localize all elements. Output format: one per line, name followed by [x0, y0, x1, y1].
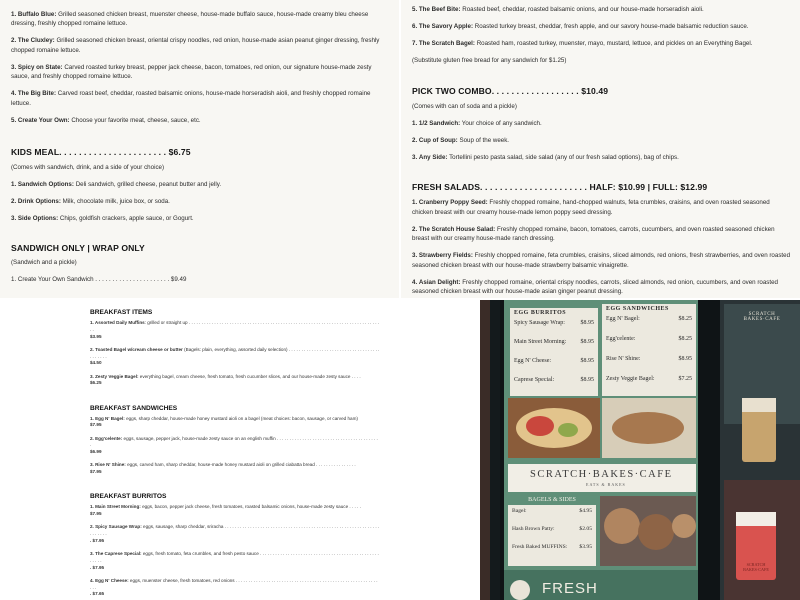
sandwich-only-note: (Sandwich and a pickle): [11, 258, 77, 266]
sandwich-item-name: The Cluxley:: [17, 37, 55, 45]
sandwich-item-description: Carved roast beef, cheddar, roasted balsamic onions, house-made horseradish aioli, and freshly chopped romaine lettuce.: [11, 90, 371, 107]
sandwich-item: [412, 5, 792, 14]
create-your-own-line: 1. Create Your Own Sandwich . . . . . . . . . . . . . . . . . . . . . . $9.49: [11, 275, 187, 283]
egg-sandwich-item-name: Rise N' Shine:: [606, 356, 641, 362]
breakfast-item-name: 1. Egg N' Bagel:: [90, 415, 125, 421]
breakfast-section-heading: BREAKFAST SANDWICHES: [90, 404, 178, 412]
breakfast-item-description: eggs, carved ham, sharp cheddar, house-made honey mustard aioli on grilled ciabatta bread . . . . . . . . . . . . . . . .: [125, 462, 356, 468]
salad-item-description: Freshly chopped romaine, bacon, tomatoes, carrots, cucumbers, and oven roasted seasoned chicken breast with our creamy house-made ranch dressing.: [412, 225, 775, 243]
breakfast-item-name: 4. Egg N' Cheese:: [90, 577, 129, 583]
breakfast-sections: [90, 308, 480, 600]
egg-burritos-card: [510, 308, 598, 396]
bagel-side-item: [512, 526, 592, 543]
egg-sandwich-item-price: $7.25: [678, 376, 692, 382]
cafe-logo-banner: [508, 464, 696, 492]
breakfast-item-price: $4.50: [90, 360, 102, 366]
sandwich-item-name: The Big Bite:: [17, 90, 57, 98]
sandwich-item-description: Roasted turkey breast, cheddar, fresh apple, and our savory house-made balsamic reduction sauce.: [474, 23, 749, 30]
salad-item: [412, 198, 792, 217]
pick-two-option-name: Cup of Soup:: [418, 137, 458, 145]
egg-sandwiches-card: [602, 304, 696, 396]
egg-sandwich-item-name: Egg N' Bagel:: [606, 316, 640, 322]
pick-two-note: (Comes with can of soda and a pickle): [412, 103, 517, 111]
breakfast-item-description: eggs, bacon, pepper jack cheese, fresh tomatoes, roasted balsamic onions, house-made zesty sauce . . . . .: [140, 504, 361, 510]
bagel-side-item-name: Hash Brown Patty:: [512, 526, 555, 532]
breakfast-item-price: $3.95: [90, 333, 102, 339]
salad-item-name: Strawberry Fields:: [418, 252, 473, 260]
sandwich-item: [11, 36, 389, 55]
bagel-side-item-name: Fresh Baked MUFFINS:: [512, 544, 568, 550]
bagel-side-item-price: $2.05: [579, 526, 592, 532]
breakfast-section-heading: BREAKFAST ITEMS: [90, 309, 153, 316]
bagels-sides-header: BAGELS & SIDES: [508, 496, 596, 505]
breakfast-item-description: eggs, fresh tomato, feta crumbles, and fresh pesto sauce . . . . . . . . . . . . . . . . . . . . . . . . . . . . . . . . . . . . . . . . . . . . . . . . . . . .: [90, 551, 379, 563]
breakfast-item-name: 2. Toasted Bagel w/cream cheese or butter: [90, 346, 183, 352]
breakfast-item-description: eggs, muenster cheese, fresh tomatoes, red onions . . . . . . . . . . . . . . . . . . . . . . . . . . . . . . . . . . . . . . . . . . . . . . . . . . . . . . . . . . .: [90, 577, 378, 590]
menu-page-left: [0, 0, 399, 298]
sandwich-item: [412, 39, 792, 48]
sandwich-item-description: Roasted ham, roasted turkey, muenster, mayo, mustard, lettuce, and pickles on an Everything Bagel.: [476, 40, 753, 47]
breakfast-menu-page: [0, 300, 480, 600]
kids-option-name: Drink Options:: [17, 197, 61, 205]
sandwich-item-description: Grilled seasoned chicken breast, muenster cheese, house-made buffalo sauce, house-made creamy bleu cheese dressing, freshly chopped romaine lettuce.: [11, 11, 369, 28]
breakfast-item: [90, 436, 380, 456]
egg-sandwich-item: [606, 376, 692, 395]
kids-option-number: 2.: [11, 197, 17, 205]
sandwich-item-number: 3.: [11, 63, 17, 71]
breakfast-item-price: . $7.65: [90, 591, 105, 597]
sandwich-item: [412, 22, 792, 31]
breakfast-item: [90, 551, 380, 571]
breakfast-item-name: 2. Egg'celente:: [90, 435, 123, 441]
sandwich-item-description: Carved roasted turkey breast, pepper jack cheese, bacon, tomatoes, red onion, our signature house-made zesty sauce, and freshly chopped romaine lettuce.: [11, 63, 372, 81]
breakfast-item-name: 3. The Caprese Special:: [90, 551, 142, 557]
breakfast-item-description: everything bagel, cream cheese, fresh tomato, fresh cucumber slices, and our house-made zesty sauce . . . .: [138, 373, 361, 379]
kids-meal-heading: KIDS MEAL. . . . . . . . . . . . . . . . . . . . . . $6.75: [11, 146, 191, 157]
salad-item-description: Freshly chopped romaine, feta crumbles, craisins, sliced almonds, red onions, fresh strawberries, and oven roasted seasoned chicken breast with our house-made strawberry balsamic vinaigrette.: [412, 252, 791, 269]
pick-two-heading: PICK TWO COMBO. . . . . . . . . . . . . . . . . . $10.49: [412, 86, 609, 97]
egg-burrito-item-name: Main Street Morning:: [514, 339, 567, 345]
pick-two-option-description: Soup of the week.: [459, 137, 510, 145]
salad-item-name: Cranberry Poppy Seed:: [418, 199, 488, 207]
salad-item-number: 2.: [412, 225, 418, 233]
egg-burrito-item-name: Caprese Special:: [514, 377, 555, 383]
breakfast-item: [90, 504, 380, 518]
kids-option: [11, 197, 389, 206]
pick-two-option-number: 2.: [412, 137, 418, 145]
kids-meal-note: (Comes with sandwich, drink, and a side of your choice): [11, 163, 165, 171]
egg-burrito-item-price: $8.95: [580, 377, 594, 383]
cafe-logo-text: SCRATCH·BAKES·CAFE: [530, 469, 673, 480]
sandwich-item-name: The Scratch Bagel:: [418, 40, 475, 47]
cup-logo-text: SCRATCH BAKES·CAFE: [743, 562, 769, 572]
sandwich-item-number: 5.: [412, 6, 418, 13]
salad-item-description: Freshly chopped romaine, hand-chopped walnuts, feta crumbles, craisins, and oven roasted seasoned chicken breast with our creamy house-made lemon poppy seed dressing.: [412, 199, 770, 216]
breakfast-item-name: 3. Zesty Veggie Bagel:: [90, 373, 139, 379]
egg-sandwich-item-price: $8.25: [678, 316, 692, 322]
pick-two-option-description: Tortellini pesto pasta salad, side salad (any of our fresh salad options), bag of chips.: [449, 154, 679, 162]
bagel-side-item: [512, 544, 592, 561]
kids-option-description: Milk, chocolate milk, juice box, or soda.: [62, 197, 170, 205]
sandwich-list-continued: [412, 5, 792, 56]
egg-burrito-item-price: $8.95: [580, 320, 594, 326]
pick-two-option-description: Your choice of any sandwich.: [461, 120, 542, 128]
breakfast-item-name: 1. Main Street Morning:: [90, 504, 141, 510]
sandwich-item-description: Roasted beef, cheddar, roasted balsamic onions, and our house-made horseradish aioli.: [462, 6, 704, 13]
egg-burrito-item: [514, 358, 594, 376]
bagel-side-item-name: Bagel:: [512, 508, 527, 514]
bagel-side-item-price: $4.95: [579, 508, 592, 514]
sandwich-only-heading: SANDWICH ONLY | WRAP ONLY: [11, 242, 145, 253]
salad-item-number: 3.: [412, 252, 418, 260]
sandwich-list: [11, 10, 389, 133]
breakfast-item: [90, 578, 380, 598]
sandwich-item-name: The Savory Apple:: [418, 23, 474, 30]
breakfast-item: [90, 347, 380, 367]
bagels-sides-card: [508, 496, 596, 566]
sandwich-item-name: Buffalo Blue:: [17, 11, 57, 18]
egg-sandwich-item: [606, 316, 692, 335]
pick-two-option-number: 1.: [412, 120, 418, 128]
fresh-salads-heading: FRESH SALADS. . . . . . . . . . . . . . . . . . . . . . HALF: $10.99 | FULL: $12.99: [412, 182, 708, 193]
salad-item: [412, 278, 792, 297]
breakfast-item-price: $7.95: [90, 511, 102, 517]
pick-two-option-number: 3.: [412, 154, 418, 162]
breakfast-item-description: eggs, sausage, sharp cheddar, sriracha . . . . . . . . . . . . . . . . . . . . . . . . . . . . . . . . . . . . . . . . . . . . . . . . . . . . . . . . . . . . . . . . . . . .: [90, 524, 380, 537]
sandwich-item-number: 5.: [11, 116, 17, 124]
salad-item: [412, 225, 792, 244]
pick-two-option-name: Any Side:: [418, 154, 448, 162]
salad-item-name: The Scratch House Salad:: [418, 225, 496, 233]
breakfast-item: [90, 320, 380, 340]
breakfast-item-price: . $7.95: [90, 564, 105, 570]
kids-option-number: 1.: [11, 180, 17, 188]
salad-item-number: 4.: [412, 278, 418, 286]
breakfast-item: [90, 524, 380, 544]
breakfast-item-description: : grilled or straight up . . . . . . . . . . . . . . . . . . . . . . . . . . . . . . . . . . . . . . . . . . . . . . . . . . . . . . . . . . . . . . . . . . . . . . . . . . . . .: [90, 320, 380, 332]
sandwich-item: [11, 10, 389, 29]
sandwich-item-name: Spicy on State:: [17, 63, 63, 71]
breakfast-item-price: $6.99: [90, 449, 102, 455]
pick-two-option: [412, 136, 792, 145]
bagel-side-item-price: $3.95: [579, 544, 592, 550]
salad-item-description: Freshly chopped romaine, oriental crispy noodles, carrots, sliced almonds, red onion, cucumbers, and oven roasted seasoned chicken breast with our house-made asian ginger peanut dressing.: [412, 278, 778, 296]
breakfast-item-price: $7.95: [90, 422, 102, 428]
kids-option: [11, 214, 389, 223]
salad-item-name: Asian Delight:: [418, 278, 461, 286]
sandwich-item-name: The Beef Bite:: [418, 6, 461, 13]
sandwich-item-name: Create Your Own:: [17, 116, 70, 124]
sandwich-item-number: 4.: [11, 90, 17, 98]
kids-option-description: Deli sandwich, grilled cheese, peanut butter and jelly.: [75, 180, 222, 188]
breakfast-item: [90, 374, 380, 388]
egg-sandwich-item-price: $8.25: [678, 336, 692, 342]
egg-burrito-item-name: Spicy Sausage Wrap:: [514, 320, 565, 326]
gluten-free-note: (Substitute gluten free bread for any sandwich for $1.25): [412, 57, 567, 64]
egg-sandwich-item: [606, 356, 692, 375]
breakfast-item-description: eggs, sharp cheddar, house-made honey mustard aioli on a bagel (meat choices: bacon, sausage, or carved ham): [124, 415, 358, 421]
pick-two-option: [412, 153, 792, 162]
egg-burrito-item: [514, 320, 594, 338]
salad-item: [412, 251, 792, 270]
salad-list: [412, 198, 792, 298]
pick-two-option-name: 1/2 Sandwich:: [418, 120, 461, 128]
sandwich-item: [11, 63, 389, 82]
breakfast-section-heading: BREAKFAST BURRITOS: [90, 493, 167, 501]
breakfast-item: [90, 462, 380, 476]
kids-option-number: 3.: [11, 214, 17, 222]
kids-option: [11, 180, 389, 189]
egg-sandwich-item-name: Egg'celente:: [606, 336, 636, 342]
breakfast-item-name: 1. Assorted Daily Muffins: [90, 320, 145, 325]
egg-burrito-item-price: $8.95: [580, 358, 594, 364]
sandwich-item-description: Choose your favorite meat, cheese, sauce, etc.: [71, 116, 201, 124]
egg-burrito-item: [514, 339, 594, 357]
breakfast-item-price: $7.95: [90, 469, 102, 475]
egg-burrito-item-price: $8.95: [580, 339, 594, 345]
sandwich-item-number: 2.: [11, 37, 17, 45]
menu-page-right: [401, 0, 800, 298]
bagel-side-item: [512, 508, 592, 525]
kids-option-name: Sandwich Options:: [17, 180, 74, 188]
pick-two-option: [412, 119, 792, 128]
breakfast-item-description: (Bagels: plain, everything, assorted daily selection) . . . . . . . . . . . . . . . . . . . . . . . . . . . . . . . . . . . . . . . . . . .: [90, 346, 380, 359]
egg-burrito-item: [514, 377, 594, 395]
side-logo-text: SCRATCH BAKES·CAFE: [743, 312, 781, 322]
salad-item-number: 1.: [412, 199, 418, 207]
sandwich-item: [11, 89, 389, 108]
kids-options-list: [11, 180, 389, 231]
breakfast-item-price: . $7.95: [90, 537, 105, 543]
sandwich-item-number: 1.: [11, 11, 17, 18]
sandwich-item-number: 6.: [412, 23, 418, 30]
egg-sandwiches-header: EGG SANDWICHES: [606, 306, 669, 312]
breakfast-item: [90, 416, 380, 430]
cafe-logo-subtext: EATS & BAKES: [586, 482, 626, 487]
sandwich-item-description: Grilled seasoned chicken breast, oriental crispy noodles, red onion, house-made asian peanut ginger dressing, freshly chopped romaine lettuce.: [11, 37, 380, 54]
breakfast-item-name: 2. Spicy Sausage Wrap:: [90, 524, 142, 530]
kids-option-description: Chips, goldfish crackers, apple sauce, or Gogurt.: [59, 214, 194, 222]
menu-board-photo: [480, 300, 800, 600]
pick-two-options: [412, 119, 792, 170]
sandwich-item-number: 7.: [412, 40, 418, 47]
kids-option-name: Side Options:: [17, 214, 59, 222]
breakfast-item-description: eggs, sausage, pepper jack, house-made zesty sauce on an english muffin . . . . . . . . . . . . . . . . . . . . . . . . . . . . . . . . . . . . . . . . .: [90, 435, 378, 448]
egg-burrito-item-name: Egg N' Cheese:: [514, 358, 552, 364]
fresh-sign-text: FRESH: [542, 580, 598, 597]
breakfast-item-name: 3. Rise N' Shine:: [90, 462, 126, 468]
sandwich-item: [11, 116, 389, 125]
egg-sandwich-item: [606, 336, 692, 355]
egg-burritos-header: EGG BURRITOS: [514, 310, 567, 316]
breakfast-item-price: $6.25: [90, 380, 102, 386]
egg-sandwich-item-price: $8.95: [678, 356, 692, 362]
egg-sandwich-item-name: Zesty Veggie Bagel:: [606, 376, 655, 382]
